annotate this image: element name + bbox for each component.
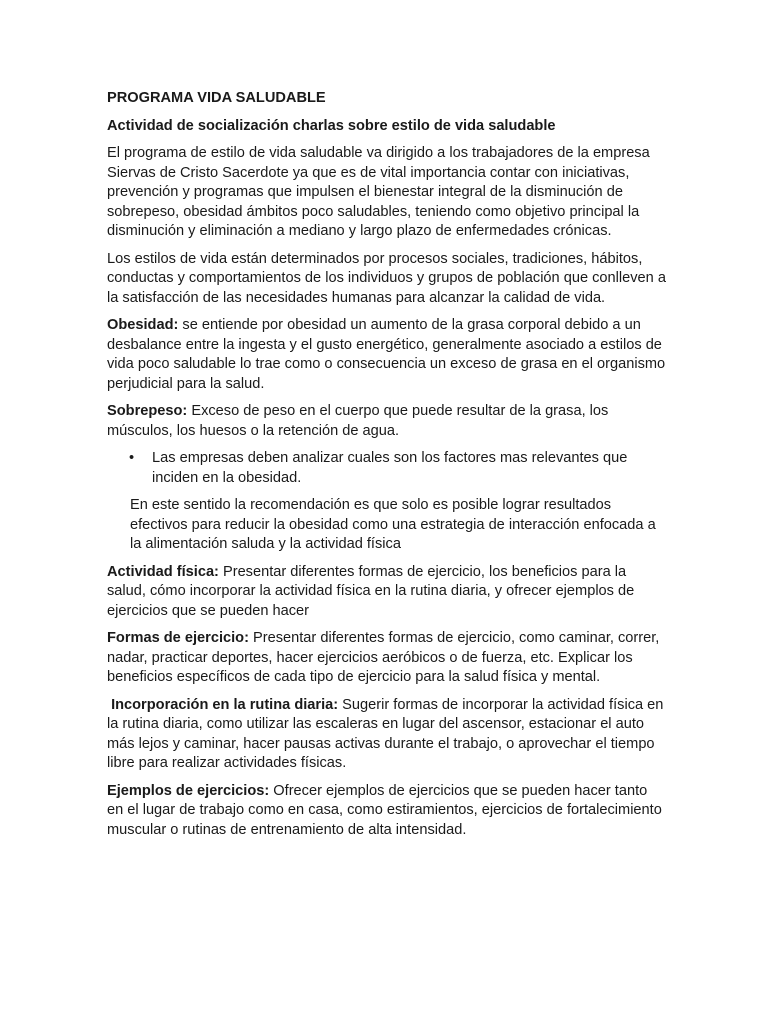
document-subtitle: Actividad de socialización charlas sobre estilo de vida saludable <box>107 117 556 134</box>
intro-paragraph-1: El programa de estilo de vida saludable va dirigido a los trabajadores de la empresa Siervas de Cristo Sacerdote ya que es de vital importancia contar con iniciativas, prevención y programas que impulsen el bienestar integral de la disminución de sobrepeso, obesidad ámbitos poco saludables, teniendo como objetivo principal la disminución y eliminación a mediano y largo plazo de enfermedades crónicas. <box>107 145 650 239</box>
recommendation-paragraph: En este sentido la recomendación es que solo es posible lograr resultados efectivos para reducir la obesidad como una estrategia de interacción enfocada a la alimentación saluda y la actividad física <box>130 497 656 552</box>
incorporacion-term: Incorporación en la rutina diaria: <box>107 696 339 713</box>
actividad-fisica-term: Actividad física: <box>107 563 219 580</box>
actividad-fisica-paragraph <box>107 563 667 622</box>
actividad-fisica-text: Presentar diferentes formas de ejercicio, los beneficios para la salud, cómo incorporar la actividad física en la rutina diaria, y ofrecer ejemplos de ejercicios que se pueden hacer <box>107 563 635 619</box>
document-title: PROGRAMA VIDA SALUDABLE <box>107 90 326 106</box>
sobrepeso-text: Exceso de peso en el cuerpo que puede resultar de la grasa, los músculos, los huesos o la retención de agua. <box>107 403 609 439</box>
obesidad-paragraph <box>107 316 667 394</box>
ejemplos-term: Ejemplos de ejercicios: <box>107 782 270 799</box>
document-page <box>107 89 667 848</box>
obesidad-text: se entiende por obesidad un aumento de la grasa corporal debido a un desbalance entre la ingesta y el gusto energético, generalmente asociado a estilos de vida poco saludable lo trae como o consecuencia un exceso de grasa en el organismo perjudicial para la salud. <box>107 317 666 392</box>
bullet-list <box>107 449 667 488</box>
ejemplos-text: Ofrecer ejemplos de ejercicios que se pueden hacer tanto en el lugar de trabajo como en casa, como estiramientos, ejercicios de fortalecimiento muscular o rutinas de entrenamiento de alta intensidad. <box>107 782 662 838</box>
sobrepeso-paragraph <box>107 402 667 441</box>
sobrepeso-term: Sobrepeso: <box>107 403 188 419</box>
formas-ejercicio-term: Formas de ejercicio: <box>107 630 249 646</box>
incorporacion-paragraph <box>107 696 667 774</box>
formas-ejercicio-text: Presentar diferentes formas de ejercicio, como caminar, correr, nadar, practicar deportes, hacer ejercicios aeróbicos o de fuerza, etc. Explicar los beneficios específicos de cada tipo de ejercicio para la salud física y mental. <box>107 630 660 685</box>
obesidad-term: Obesidad: <box>107 317 179 333</box>
intro-paragraph-2: Los estilos de vida están determinados por procesos sociales, tradiciones, hábitos, conductas y comportamientos de los individuos y grupos de población que conlleven a la satisfacción de las necesidades humanas para alcanzar la calidad de vida. <box>107 250 666 306</box>
bullet-text: Las empresas deben analizar cuales son los factores mas relevantes que inciden en la obesidad. <box>152 450 628 486</box>
bullet-marker: • <box>129 450 135 466</box>
ejemplos-paragraph <box>107 782 667 841</box>
incorporacion-text: Sugerir formas de incorporar la actividad física en la rutina diaria, como utilizar las escaleras en lugar del ascensor, estacionar el auto más lejos y caminar, hacer pausas activas durante el trabajo, o aprovechar el tiempo libre para realizar actividades físicas. <box>107 696 664 771</box>
list-item <box>107 449 667 488</box>
formas-ejercicio-paragraph <box>107 629 667 688</box>
